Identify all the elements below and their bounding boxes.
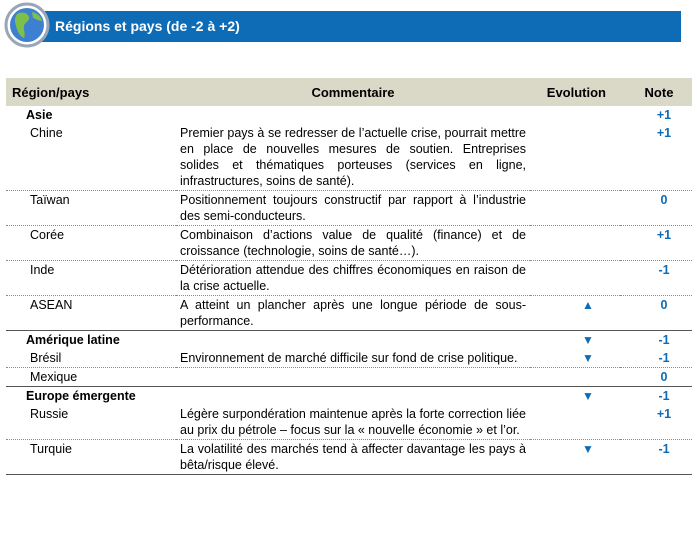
comment-cell	[176, 387, 530, 406]
region-name-cell: Mexique	[6, 368, 176, 387]
region-name-cell: Inde	[6, 261, 176, 296]
comment-cell: A atteint un plancher après une longue période de sous-performance.	[176, 296, 530, 331]
arrow-down-icon: ▼	[582, 389, 594, 403]
note-cell: 0	[620, 191, 692, 226]
table-header-row	[6, 78, 692, 106]
region-name-cell: Russie	[6, 405, 176, 440]
note-cell: -1	[620, 440, 692, 475]
comment-cell	[176, 368, 530, 387]
comment-cell: Combinaison d’actions value de qualité (finance) et de croissance (technologie, soins de santé…).	[176, 226, 530, 261]
region-name-cell: Asie	[26, 108, 53, 122]
arrow-down-icon: ▼	[530, 349, 620, 368]
evolution-cell	[530, 261, 620, 296]
comment-cell: Légère surpondération maintenue après la forte correction liée au prix du pétrole – focus sur la « nouvelle économie » et l’or.	[176, 405, 530, 440]
note-cell: +1	[656, 108, 672, 122]
region-row	[6, 387, 692, 406]
country-row	[6, 405, 692, 440]
column-header-region: Région/pays	[6, 78, 176, 106]
evolution-cell	[530, 191, 620, 226]
table-body	[6, 106, 692, 475]
evolution-cell	[530, 106, 620, 124]
comment-cell: Environnement de marché difficile sur fond de crise politique.	[176, 349, 530, 368]
region-name-cell: Europe émergente	[26, 389, 136, 403]
note-cell: -1	[658, 389, 670, 403]
region-row	[6, 106, 692, 124]
comment-cell	[176, 331, 530, 350]
note-cell: +1	[620, 124, 692, 191]
comment-cell: La volatilité des marchés tend à affecter davantage les pays à bêta/risque élevé.	[176, 440, 530, 475]
country-row	[6, 440, 692, 475]
region-row	[6, 331, 692, 350]
note-cell: -1	[658, 333, 670, 347]
note-cell: -1	[620, 261, 692, 296]
region-name-cell: Amérique latine	[26, 333, 120, 347]
evolution-cell	[530, 405, 620, 440]
note-cell: -1	[620, 349, 692, 368]
column-header-comment: Commentaire	[176, 78, 530, 106]
comment-cell: Premier pays à se redresser de l’actuelle crise, pourrait mettre en place de nouvelles mesures de soutien. Entreprises solides et thématiques porteuses (services en ligne, infrastructures, soins de santé).	[176, 124, 530, 191]
arrow-up-icon: ▲	[530, 296, 620, 331]
page-title: Régions et pays (de -2 à +2)	[55, 18, 240, 34]
regions-table	[6, 78, 692, 475]
region-name-cell: Taïwan	[6, 191, 176, 226]
comment-cell	[176, 106, 530, 124]
region-name-cell: Corée	[6, 226, 176, 261]
country-row	[6, 226, 692, 261]
country-row	[6, 261, 692, 296]
note-cell: 0	[620, 296, 692, 331]
note-cell: +1	[620, 226, 692, 261]
column-header-note: Note	[620, 78, 692, 106]
column-header-evolution: Evolution	[530, 78, 620, 106]
note-cell: +1	[620, 405, 692, 440]
region-name-cell: Turquie	[6, 440, 176, 475]
region-name-cell: ASEAN	[6, 296, 176, 331]
evolution-cell	[530, 368, 620, 387]
country-row	[6, 191, 692, 226]
country-row	[6, 124, 692, 191]
region-name-cell: Chine	[6, 124, 176, 191]
region-name-cell: Brésil	[6, 349, 176, 368]
comment-cell: Détérioration attendue des chiffres économiques en raison de la crise actuelle.	[176, 261, 530, 296]
country-row	[6, 349, 692, 368]
country-row	[6, 368, 692, 387]
note-cell: 0	[620, 368, 692, 387]
evolution-cell	[530, 226, 620, 261]
comment-cell: Positionnement toujours constructif par rapport à l’industrie des semi-conducteurs.	[176, 191, 530, 226]
country-row	[6, 296, 692, 331]
globe-icon	[4, 2, 50, 48]
arrow-down-icon: ▼	[530, 440, 620, 475]
arrow-down-icon: ▼	[582, 333, 594, 347]
evolution-cell	[530, 124, 620, 191]
